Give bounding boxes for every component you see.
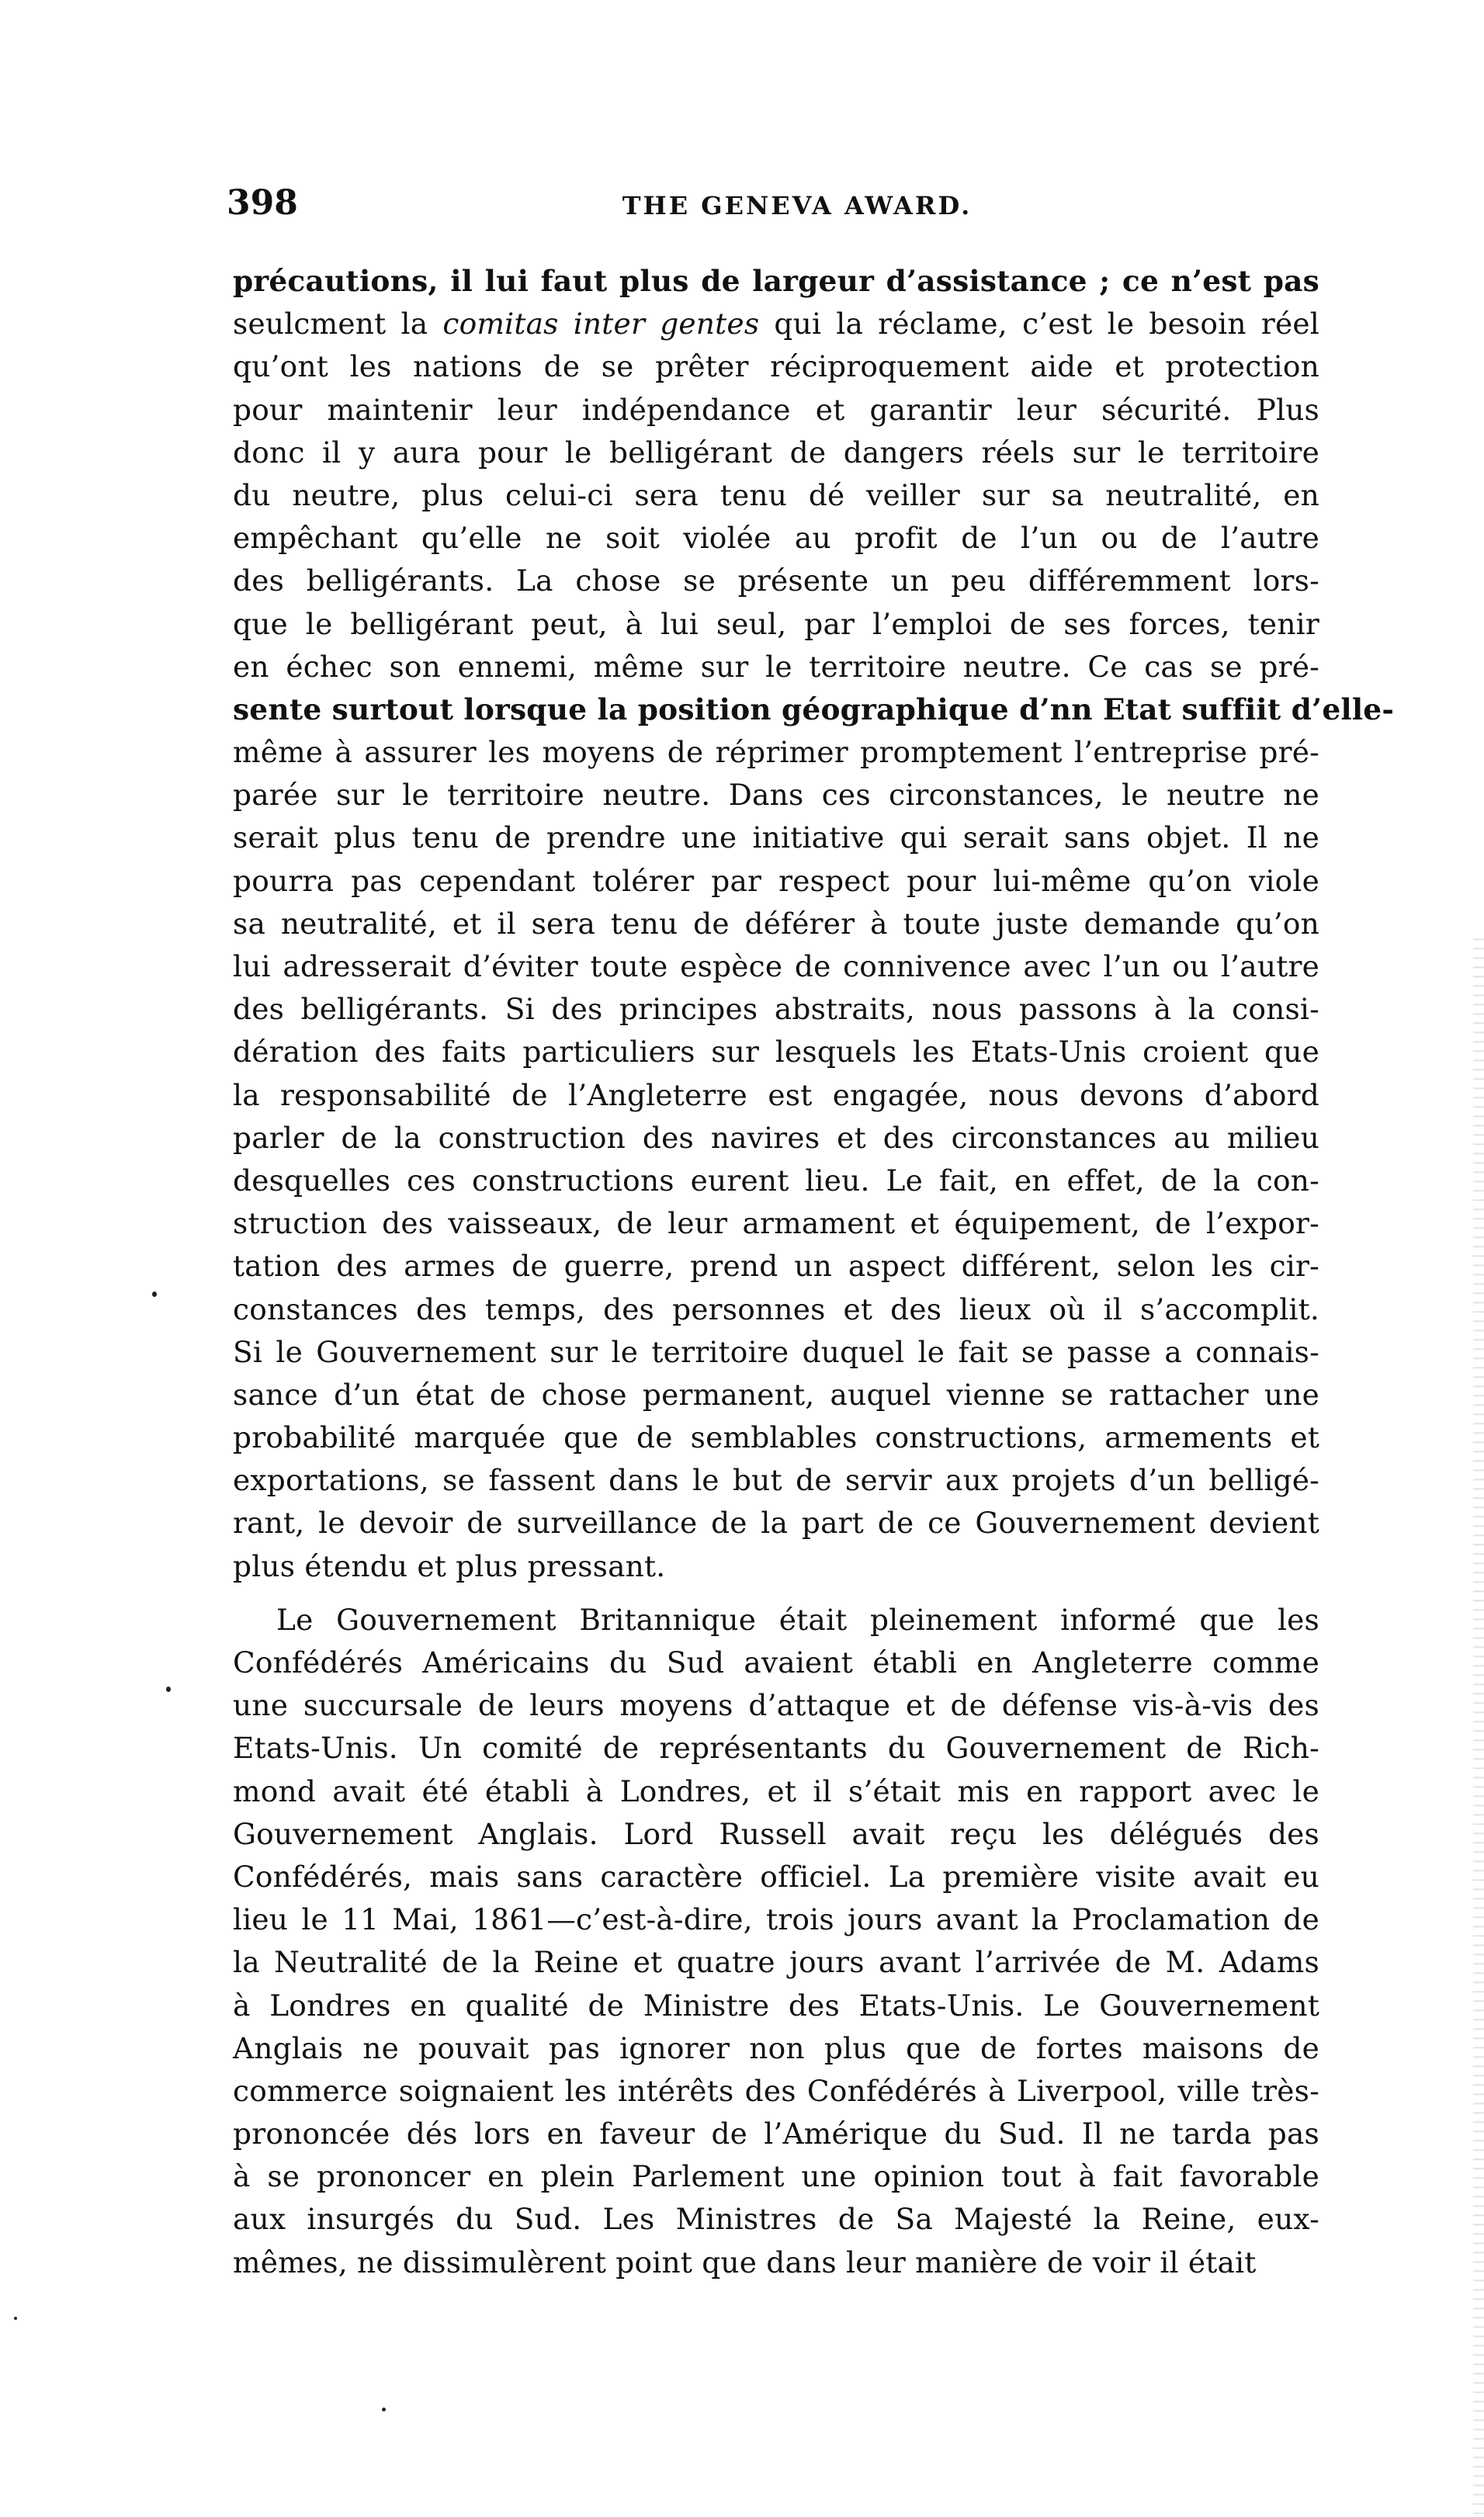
text-line: exportations, se fassent dans le but de servir aux projets d’un belligé- — [233, 1463, 1319, 1498]
text-line: pour maintenir leur indépendance et garantir leur sécurité. Plus — [233, 392, 1319, 427]
text-line: que le belligérant peut, à lui seul, par l’emploi de ses forces, tenir — [233, 606, 1319, 641]
text-line: commerce soignaient les intérêts des Confédérés à Liverpool, ville très- — [233, 2073, 1319, 2108]
running-title: THE GENEVA AWARD. — [622, 191, 973, 220]
text-line: seulcment la comitas inter gentes qui la réclame, c’est le besoin réel — [233, 307, 1319, 341]
text-line: la responsabilité de l’Angleterre est engagée, nous devons d’abord — [233, 1077, 1319, 1112]
text-line: Le Gouvernement Britannique était pleinement informé que les — [276, 1602, 1319, 1637]
text-line: sente surtout lorsque la position géographique d’nn Etat suffiit d’elle- — [233, 692, 1395, 726]
text-line: serait plus tenu de prendre une initiative qui serait sans objet. Il ne — [233, 820, 1319, 855]
text-line: sa neutralité, et il sera tenu de déférer à toute juste demande qu’on — [233, 906, 1319, 941]
text-line: constances des temps, des personnes et des lieux où il s’accomplit. — [233, 1291, 1319, 1326]
paragraph — [233, 260, 1395, 1588]
text-line: pourra pas cependant tolérer par respect pour lui-même qu’on viole — [233, 863, 1319, 898]
text-line: plus étendu et plus pressant. — [233, 1548, 666, 1583]
running-head — [227, 180, 1337, 234]
text-line: rant, le devoir de surveillance de la part de ce Gouvernement devient — [233, 1506, 1319, 1541]
text-line: lui adresserait d’éviter toute espèce de connivence avec l’un ou l’autre — [233, 949, 1319, 983]
text-line: à se prononcer en plein Parlement une opinion tout à fait favorable — [233, 2159, 1319, 2194]
text-line: Confédérés Américains du Sud avaient établi en Angleterre comme — [233, 1645, 1319, 1680]
text-line: Anglais ne pouvait pas ignorer non plus que de fortes maisons de — [233, 2030, 1319, 2065]
text-line: Confédérés, mais sans caractère officiel. La première visite avait eu — [233, 1859, 1319, 1894]
text-line: précautions, il lui faut plus de largeur d’assistance ; ce n’est pas — [233, 264, 1319, 298]
text-line: parler de la construction des navires et des circonstances au milieu — [233, 1120, 1319, 1155]
text-line: du neutre, plus celui-ci sera tenu dé veiller sur sa neutralité, en — [233, 477, 1319, 512]
text-line: struction des vaisseaux, de leur armament et équipement, de l’expor- — [233, 1206, 1319, 1241]
text-line: donc il y aura pour le belligérant de dangers réels sur le territoire — [233, 435, 1319, 470]
text-line: tation des armes de guerre, prend un aspect différent, selon les cir- — [233, 1249, 1319, 1284]
text-line: Gouvernement Anglais. Lord Russell avait reçu les délégués des — [233, 1816, 1319, 1851]
scan-speck — [14, 2317, 17, 2320]
paragraph — [233, 1599, 1319, 2284]
text-line: aux insurgés du Sud. Les Ministres de Sa Majesté la Reine, eux- — [233, 2202, 1319, 2237]
text-line: mond avait été établi à Londres, et il s’était mis en rapport avec le — [233, 1773, 1319, 1808]
text-line: même à assurer les moyens de réprimer promptement l’entreprise pré- — [233, 735, 1319, 770]
text-line: empêchant qu’elle ne soit violée au profit de l’un ou de l’autre — [233, 521, 1319, 556]
text-line: des belligérants. La chose se présente un peu différemment lors- — [233, 563, 1319, 598]
scan-edge-noise — [1473, 931, 1484, 2515]
text-line: la Neutralité de la Reine et quatre jours avant l’arrivée de M. Adams — [233, 1945, 1319, 1980]
scan-speck — [166, 1687, 171, 1692]
text-line: lieu le 11 Mai, 1861—c’est-à-dire, trois jours avant la Proclamation de — [233, 1902, 1319, 1937]
text-line: en échec son ennemi, même sur le territoire neutre. Ce cas se pré- — [233, 649, 1319, 684]
text-line: à Londres en qualité de Ministre des Etats-Unis. Le Gouvernement — [233, 1988, 1319, 2023]
text-line: probabilité marquée que de semblables constructions, armements et — [233, 1420, 1319, 1455]
text-line: des belligérants. Si des principes abstraits, nous passons à la consi- — [233, 992, 1319, 1027]
italic-phrase: comitas inter gentes — [442, 307, 760, 341]
text-line: Si le Gouvernement sur le territoire duquel le fait se passe a connais- — [233, 1334, 1319, 1369]
text-line: qu’ont les nations de se prêter réciproquement aide et protection — [233, 349, 1319, 384]
scan-speck — [152, 1291, 157, 1297]
text-line: mêmes, ne dissimulèrent point que dans leur manière de voir il était — [233, 2245, 1257, 2280]
text-line: dération des faits particuliers sur lesquels les Etats-Unis croient que — [233, 1035, 1319, 1070]
text-line: prononcée dés lors en faveur de l’Amérique du Sud. Il ne tarda pas — [233, 2117, 1319, 2151]
text-line: sance d’un état de chose permanent, auquel vienne se rattacher une — [233, 1377, 1319, 1412]
text-line: Etats-Unis. Un comité de représentants du Gouvernement de Rich- — [233, 1731, 1319, 1766]
page-number: 398 — [227, 183, 298, 223]
text-line: parée sur le territoire neutre. Dans ces circonstances, le neutre ne — [233, 778, 1319, 813]
text-line: desquelles ces constructions eurent lieu. Le fait, en effet, de la con- — [233, 1163, 1319, 1198]
body-text — [233, 260, 1395, 2284]
text-line: une succursale de leurs moyens d’attaque et de défense vis-à-vis des — [233, 1688, 1319, 1723]
scan-speck — [382, 2408, 386, 2411]
